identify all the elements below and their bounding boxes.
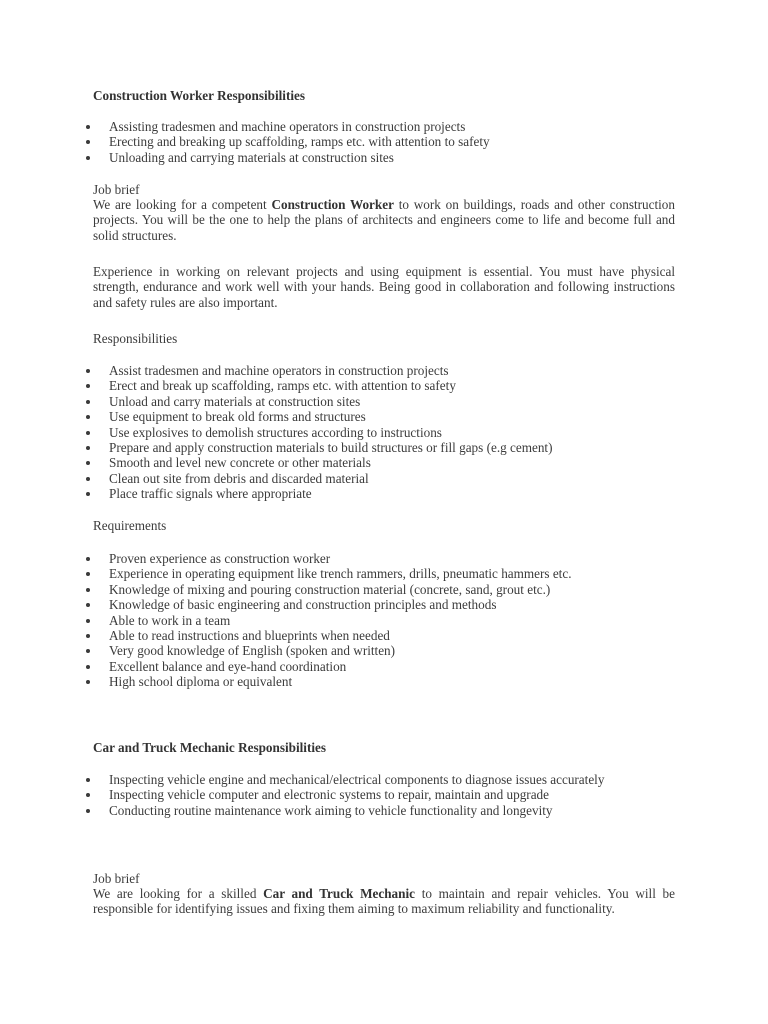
job-brief-paragraph <box>93 197 675 243</box>
section-title-mechanic: Car and Truck Mechanic Responsibilities <box>93 740 327 755</box>
brief-text-pre: We are looking for a competent <box>93 197 272 212</box>
list-item: Unloading and carrying materials at construction sites <box>0 150 700 165</box>
section-title-construction: Construction Worker Responsibilities <box>93 88 305 103</box>
requirements-heading: Requirements <box>93 518 167 533</box>
list-item: Proven experience as construction worker <box>0 551 700 566</box>
brief-text-post: to work on buildings, roads and other construction projects. You will be the one to help the plans of architects and engineers come to life and become full and solid structures. <box>93 197 675 243</box>
brief-text-pre: We are looking for a skilled <box>93 886 264 901</box>
list-item: Smooth and level new concrete or other materials <box>0 455 700 470</box>
brief-role-name: Construction Worker <box>271 197 394 212</box>
list-item: Erecting and breaking up scaffolding, ramps etc. with attention to safety <box>0 134 700 149</box>
list-item: Knowledge of basic engineering and construction principles and methods <box>0 597 700 612</box>
mechanic-job-brief-paragraph <box>93 886 675 917</box>
construction-summary-list <box>0 119 700 165</box>
responsibilities-heading: Responsibilities <box>93 331 178 346</box>
mechanic-job-brief-label: Job brief <box>93 871 140 886</box>
list-item: Inspecting vehicle engine and mechanical/electrical components to diagnose issues accurately <box>0 772 700 787</box>
list-item: Use explosives to demolish structures according to instructions <box>0 425 700 440</box>
list-item: Inspecting vehicle computer and electronic systems to repair, maintain and upgrade <box>0 787 700 802</box>
brief-role-name: Car and Truck Mechanic <box>263 886 416 901</box>
experience-paragraph: Experience in working on relevant projects and using equipment is essential. You must have physical strength, endurance and work well with your hands. Being good in collaboration and following instructions and safety rules are also important. <box>93 264 675 310</box>
list-item: Prepare and apply construction materials to build structures or fill gaps (e.g cement) <box>0 440 700 455</box>
list-item: Able to work in a team <box>0 613 700 628</box>
brief-text-post: to maintain and repair vehicles. You will be responsible for identifying issues and fixing them aiming to maximum reliability and functionality. <box>93 886 675 917</box>
list-item: Erect and break up scaffolding, ramps etc. with attention to safety <box>0 378 700 393</box>
mechanic-summary-list <box>0 772 700 818</box>
list-item: Assist tradesmen and machine operators in construction projects <box>0 363 700 378</box>
requirements-list <box>0 551 700 690</box>
list-item: Excellent balance and eye-hand coordination <box>0 659 700 674</box>
job-brief-label: Job brief <box>93 182 140 197</box>
list-item: Unload and carry materials at construction sites <box>0 394 700 409</box>
list-item: Use equipment to break old forms and structures <box>0 409 700 424</box>
responsibilities-list <box>0 363 700 502</box>
list-item: Very good knowledge of English (spoken and written) <box>0 643 700 658</box>
list-item: Assisting tradesmen and machine operators in construction projects <box>0 119 700 134</box>
list-item: Experience in operating equipment like trench rammers, drills, pneumatic hammers etc. <box>0 566 700 581</box>
list-item: Conducting routine maintenance work aiming to vehicle functionality and longevity <box>0 803 700 818</box>
list-item: Able to read instructions and blueprints when needed <box>0 628 700 643</box>
list-item: Place traffic signals where appropriate <box>0 486 700 501</box>
list-item: Knowledge of mixing and pouring construction material (concrete, sand, grout etc.) <box>0 582 700 597</box>
list-item: High school diploma or equivalent <box>0 674 700 689</box>
list-item: Clean out site from debris and discarded material <box>0 471 700 486</box>
